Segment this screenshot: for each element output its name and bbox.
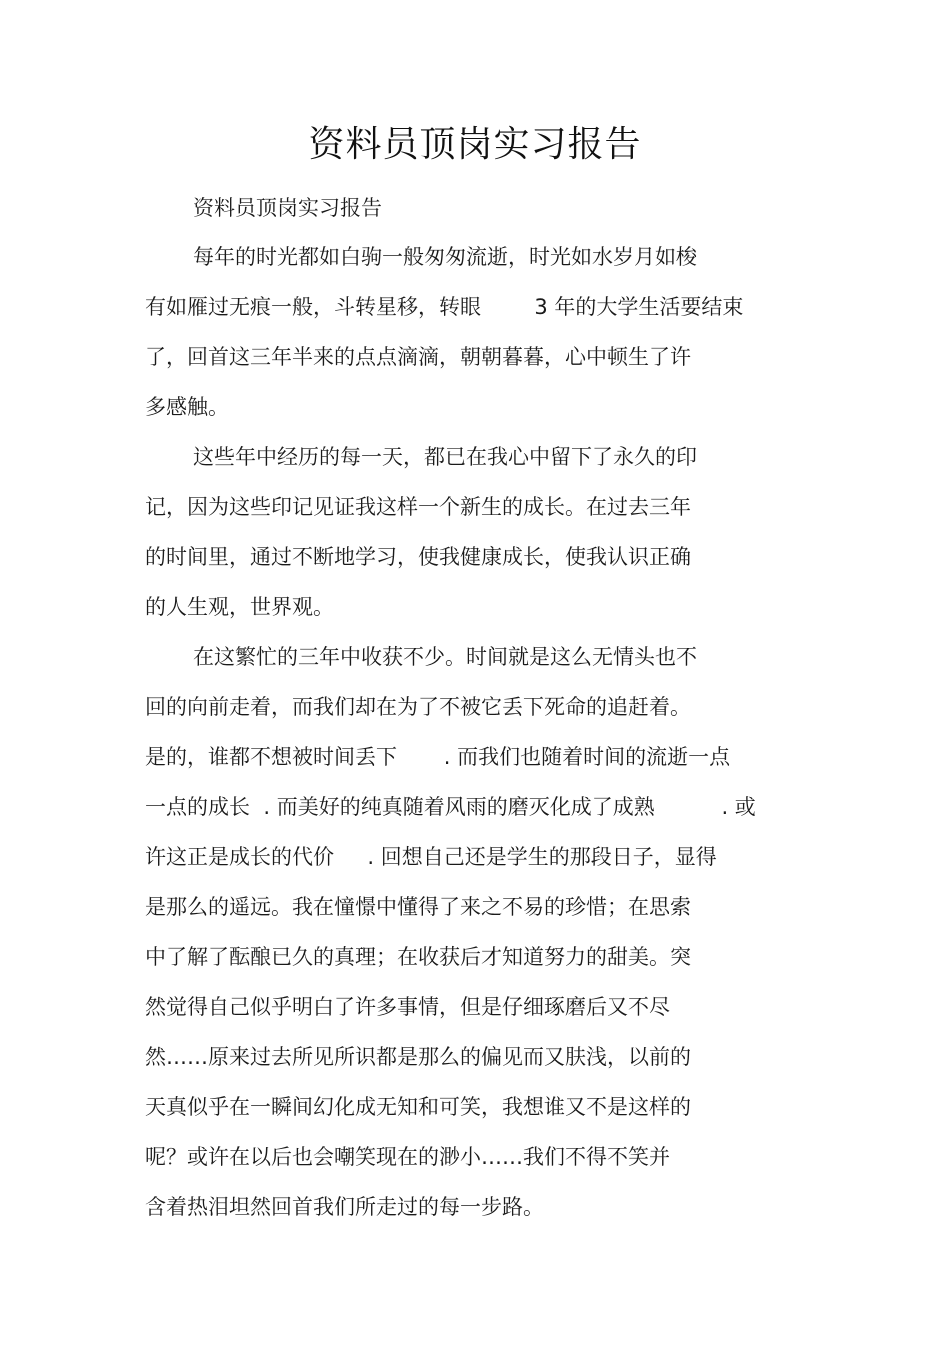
paragraph-line: 一点的成长 . 而美好的纯真随着风雨的磨灭化成了成熟 . 或 <box>145 795 756 819</box>
paragraph-line: 回的向前走着，而我们却在为了不被它丢下死命的追赶着。 <box>145 695 691 719</box>
paragraph-line: 的时间里，通过不断地学习，使我健康成长，使我认识正确 <box>145 545 691 569</box>
paragraph-line: 有如雁过无痕一般，斗转星移，转眼 3 年的大学生活要结束 <box>145 295 744 319</box>
paragraph-line: 在这繁忙的三年中收获不少。时间就是这么无情头也不 <box>193 645 697 669</box>
paragraph-line: 了，回首这三年半来的点点滴滴，朝朝暮暮，心中顿生了许 <box>145 345 691 369</box>
subtitle-line: 资料员顶岗实习报告 <box>193 196 382 220</box>
paragraph-line: 记，因为这些印记见证我这样一个新生的成长。在过去三年 <box>145 495 691 519</box>
paragraph-line: 含着热泪坦然回首我们所走过的每一步路。 <box>145 1195 544 1219</box>
paragraph-line: 的人生观，世界观。 <box>145 595 334 619</box>
paragraph-line: 是那么的遥远。我在憧憬中懂得了来之不易的珍惜；在思索 <box>145 895 691 919</box>
paragraph-line: 多感触。 <box>145 395 229 419</box>
paragraph-line: 每年的时光都如白驹一般匆匆流逝，时光如水岁月如梭 <box>193 245 697 269</box>
paragraph-line: 是的，谁都不想被时间丢下 . 而我们也随着时间的流逝一点 <box>145 745 731 769</box>
paragraph-line: 呢？或许在以后也会嘲笑现在的渺小……我们不得不笑并 <box>145 1145 670 1169</box>
paragraph-line: 天真似乎在一瞬间幻化成无知和可笑，我想谁又不是这样的 <box>145 1095 691 1119</box>
paragraph-line: 这些年中经历的每一天，都已在我心中留下了永久的印 <box>193 445 697 469</box>
paragraph-line: 中了解了酝酿已久的真理；在收获后才知道努力的甜美。突 <box>145 945 691 969</box>
document-title: 资料员顶岗实习报告 <box>308 124 642 165</box>
paragraph-line: 许这正是成长的代价 . 回想自己还是学生的那段日子，显得 <box>145 845 717 869</box>
paragraph-line: 然觉得自己似乎明白了许多事情，但是仔细琢磨后又不尽 <box>145 995 670 1019</box>
paragraph-line: 然……原来过去所见所识都是那么的偏见而又肤浅，以前的 <box>145 1045 691 1069</box>
